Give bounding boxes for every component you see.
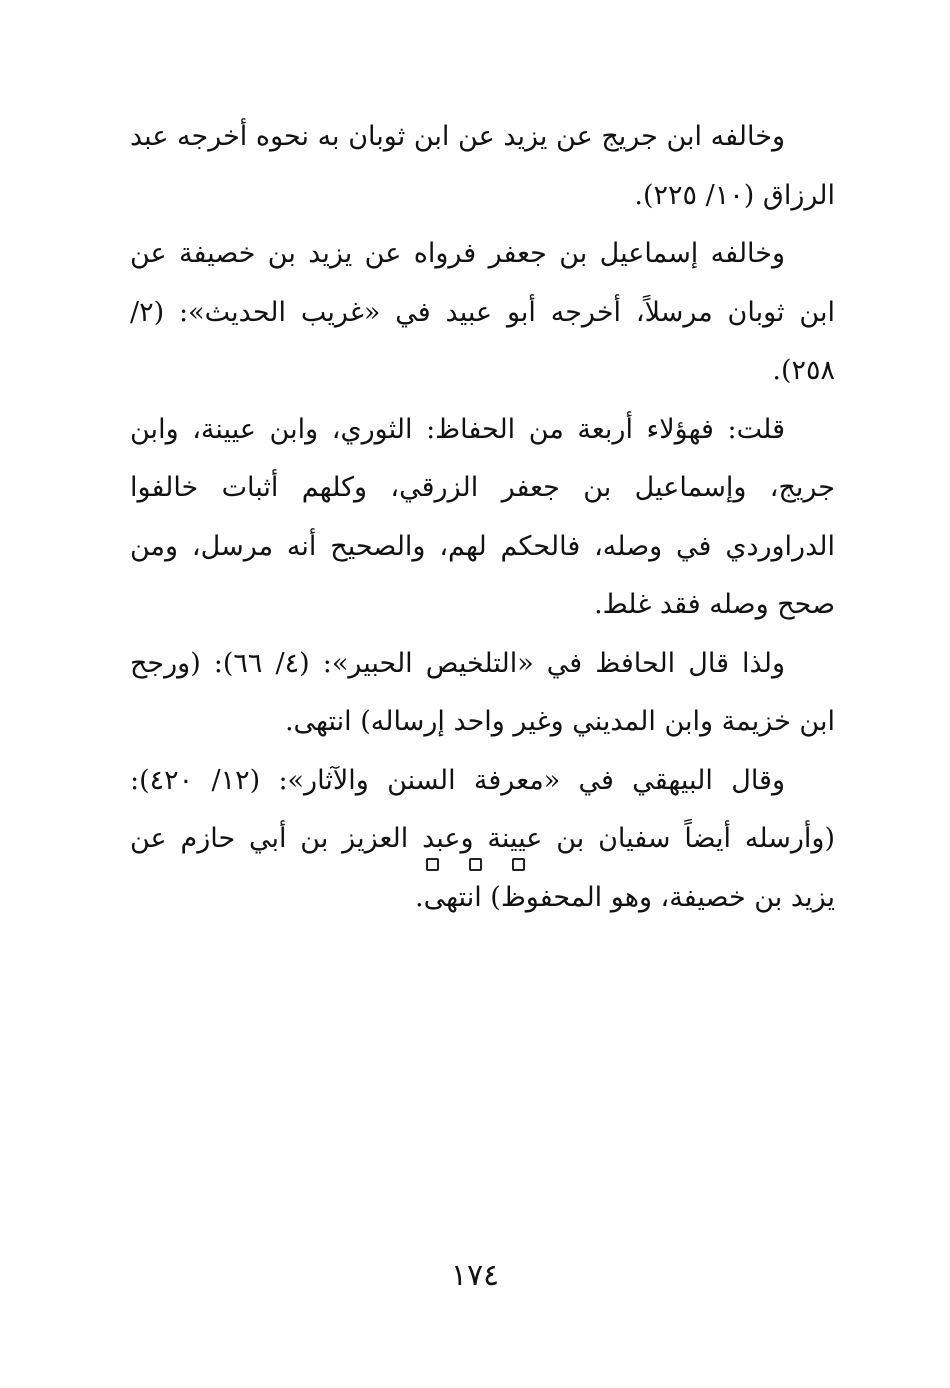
paragraph-2: وخالفه إسماعيل بن جعفر فرواه عن يزيد بن خصيفة عن ابن ثوبان مرسلاً، أخرجه أبو عبيد في «غريب الحديث»: (٢/ ٢٥٨). bbox=[130, 238, 835, 386]
separator-square-icon bbox=[469, 858, 482, 871]
paragraph-5: وقال البيهقي في «معرفة السنن والآثار»: (١٢/ ٤٢٠): (وأرسله أيضاً سفيان بن عيينة وعبد العزيز بن أبي حازم عن يزيد بن خصيفة، وهو المحفوظ) انتهى. bbox=[130, 764, 835, 913]
separator-square-icon bbox=[426, 858, 439, 871]
paragraph-3: قلت: فهؤلاء أربعة من الحفاظ: الثوري، وابن عيينة، وابن جريج، وإسماعيل بن جعفر الزرقي، وكلهم أثبات خالفوا الدراوردي في وصله، فالحكم لهم، والصحيح أنه مرسل، ومن صحح وصله فقد غلط. bbox=[130, 413, 835, 620]
paragraph-4: ولذا قال الحافظ في «التلخيص الحبير»: (٤/ ٦٦): (ورجح ابن خزيمة وابن المديني وغير واحد إرساله) انتهى. bbox=[130, 647, 835, 737]
separator-square-icon bbox=[512, 858, 525, 871]
main-text-block bbox=[130, 108, 835, 927]
section-separator bbox=[0, 858, 950, 871]
paragraph-1: وخالفه ابن جريج عن يزيد عن ابن ثوبان به نحوه أخرجه عبد الرزاق (١٠/ ٢٢٥). bbox=[130, 121, 835, 211]
page-number: ١٧٤ bbox=[450, 1258, 500, 1293]
